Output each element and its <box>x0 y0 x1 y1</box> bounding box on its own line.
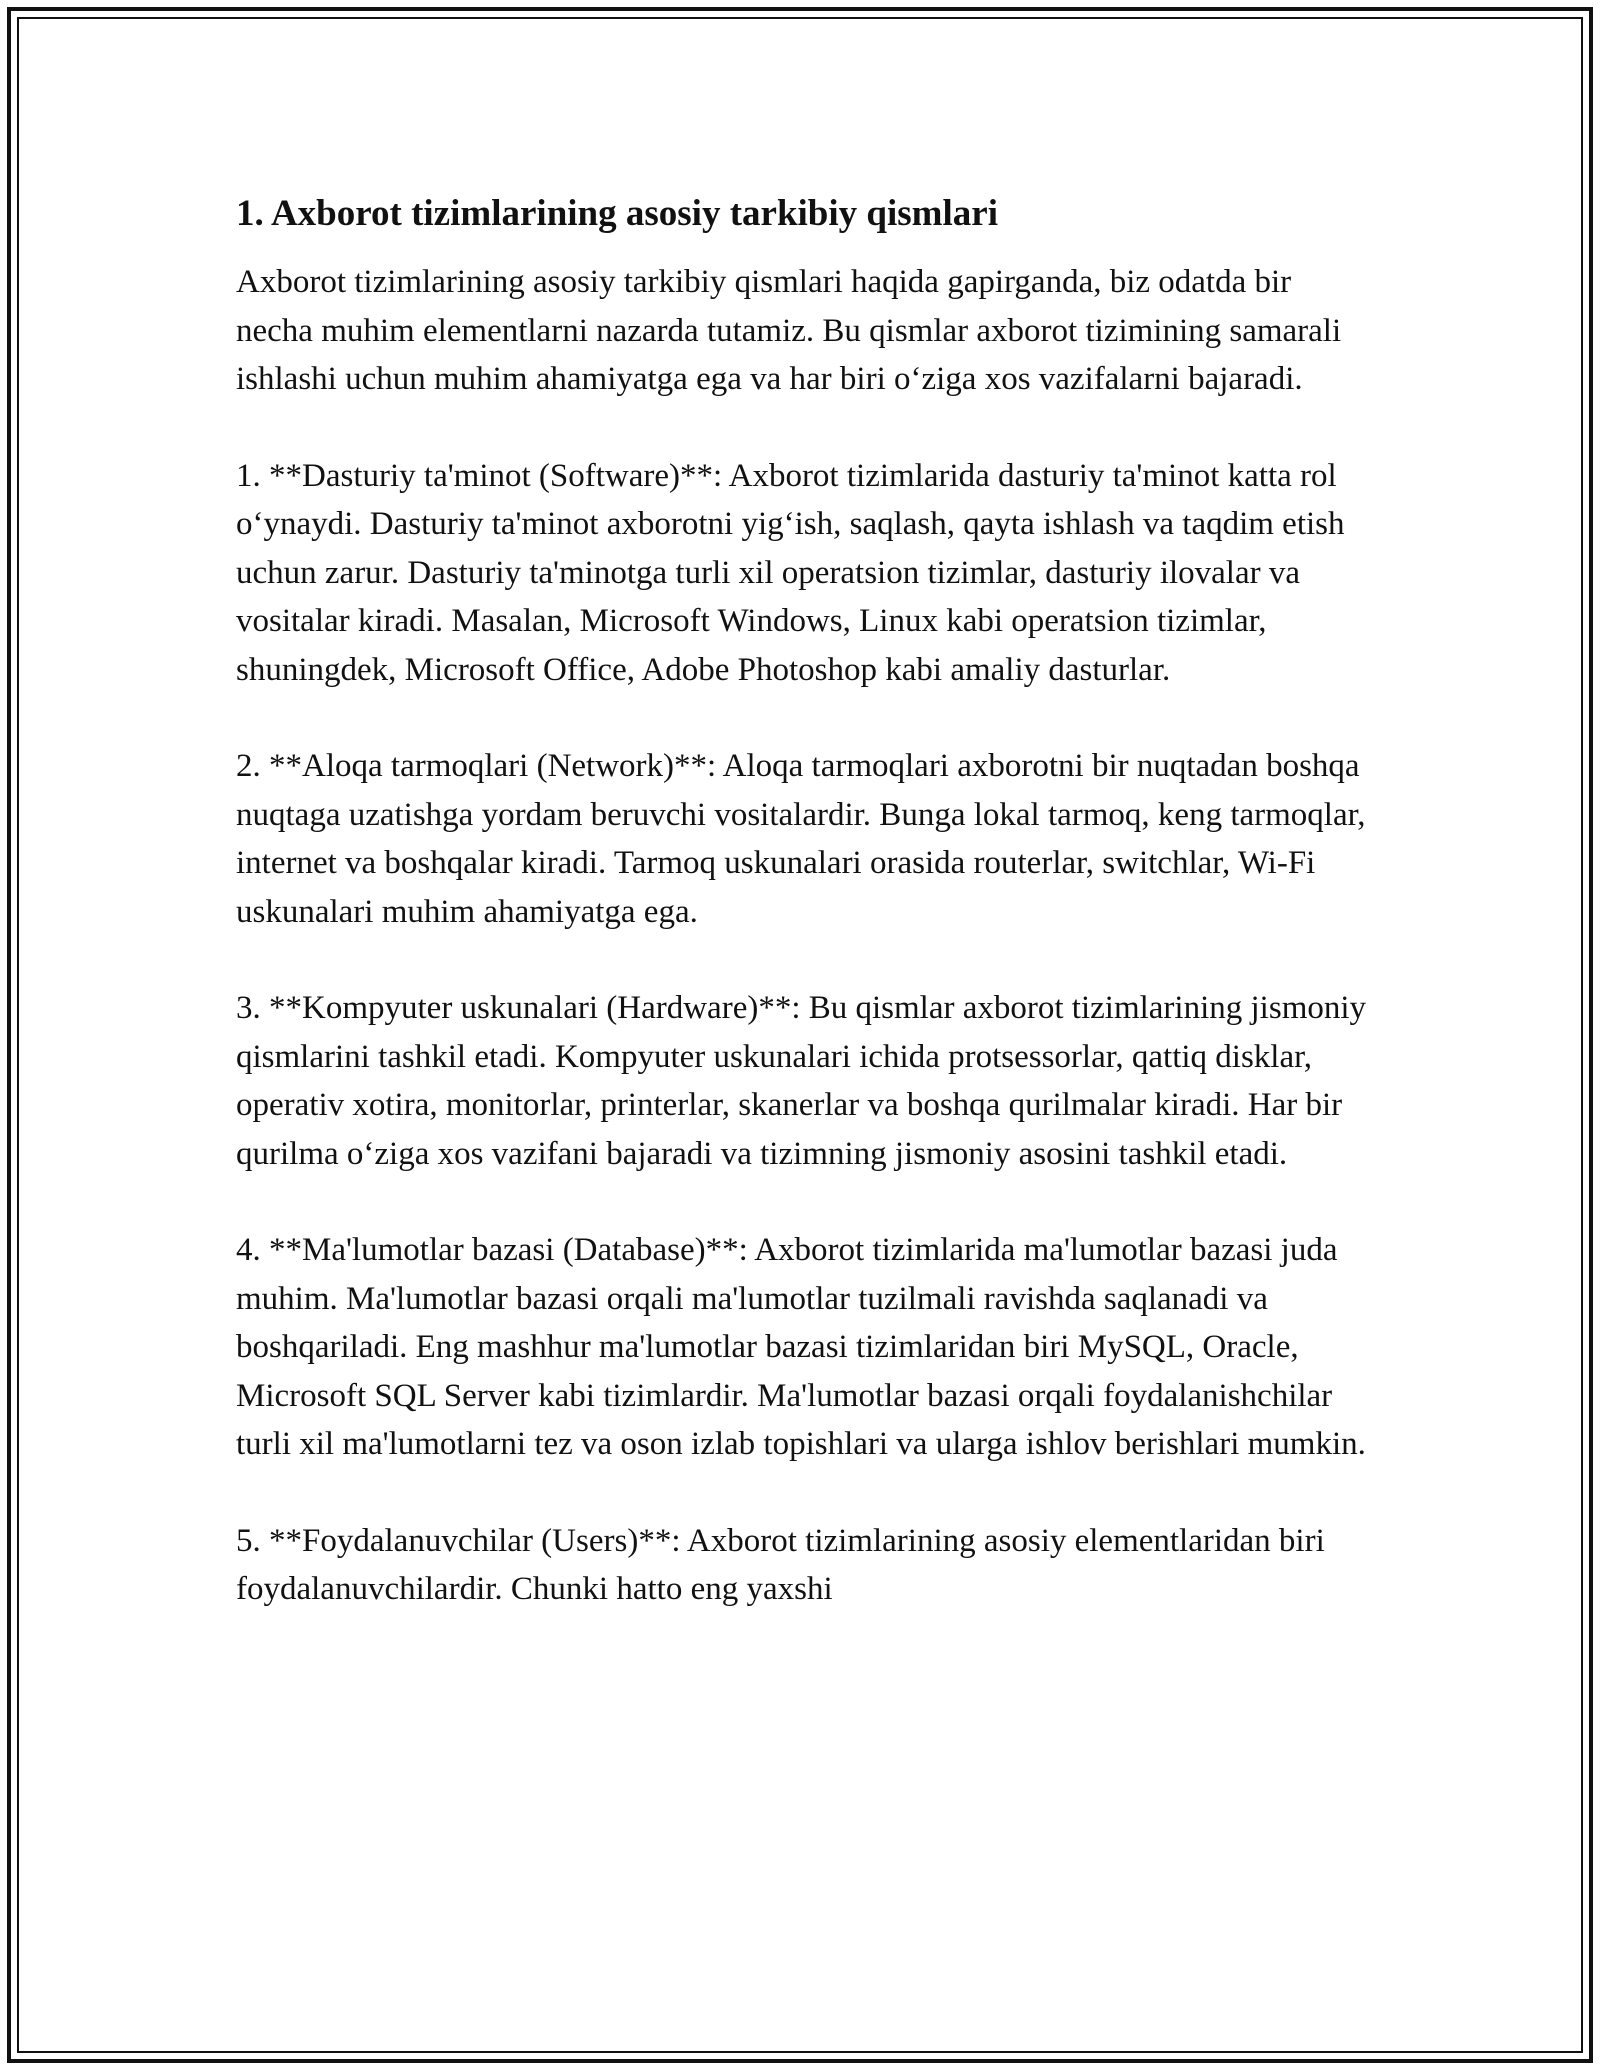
paragraph-software: 1. **Dasturiy ta'minot (Software)**: Axborot tizimlarida dasturiy ta'minot katta rol o‘ynaydi. Dasturiy ta'minot axborotni yig‘ish, saqlash, qayta ishlash va taqdim etish uchun zarur. Dasturiy ta'minotga turli xil operatsion tizimlar, dasturiy ilovalar va vositalar kiradi. Masalan, Microsoft Windows, Linux kabi operatsion tizimlar, shuningdek, Microsoft Office, Adobe Photoshop kabi amaliy dasturlar. <box>236 457 1345 688</box>
paragraph-users: 5. **Foydalanuvchilar (Users)**: Axborot tizimlarining asosiy elementlaridan biri foydalanuvchilardir. Chunki hatto eng yaxshi <box>236 1522 1325 1607</box>
document-content <box>236 188 1376 1614</box>
intro-paragraph: Axborot tizimlarining asosiy tarkibiy qismlari haqida gapirganda, biz odatda bir necha muhim elementlarni nazarda tutamiz. Bu qismlar axborot tizimining samarali ishlashi uchun muhim ahamiyatga ega va har biri o‘ziga xos vazifalarni bajaradi. <box>236 264 1342 397</box>
paragraph-hardware: 3. **Kompyuter uskunalari (Hardware)**: Bu qismlar axborot tizimlarining jismoniy qismlarini tashkil etadi. Kompyuter uskunalari ichida protsessorlar, qattiq disklar, operativ xotira, monitorlar, printerlar, skanerlar va boshqa qurilmalar kiradi. Har bir qurilma o‘ziga xos vazifani bajaradi va tizimning jismoniy asosini tashkil etadi. <box>236 990 1367 1172</box>
paragraph-network: 2. **Aloqa tarmoqlari (Network)**: Aloqa tarmoqlari axborotni bir nuqtadan boshqa nuqtaga uzatishga yordam beruvchi vositalardir. Bunga lokal tarmoq, keng tarmoqlar, internet va boshqalar kiradi. Tarmoq uskunalari orasida routerlar, switchlar, Wi-Fi uskunalari muhim ahamiyatga ega. <box>236 748 1366 930</box>
paragraph-database: 4. **Ma'lumotlar bazasi (Database)**: Axborot tizimlarida ma'lumotlar bazasi juda muhim. Ma'lumotlar bazasi orqali ma'lumotlar tuzilmali ravishda saqlanadi va boshqariladi. Eng mashhur ma'lumotlar bazasi tizimlaridan biri MySQL, Oracle, Microsoft SQL Server kabi tizimlardir. Ma'lumotlar bazasi orqali foydalanishchilar turli xil ma'lumotlarni tez va oson izlab topishlari va ularga ishlov berishlari mumkin. <box>236 1232 1366 1462</box>
section-heading: 1. Axborot tizimlarining asosiy tarkibiy qismlari <box>236 193 998 234</box>
